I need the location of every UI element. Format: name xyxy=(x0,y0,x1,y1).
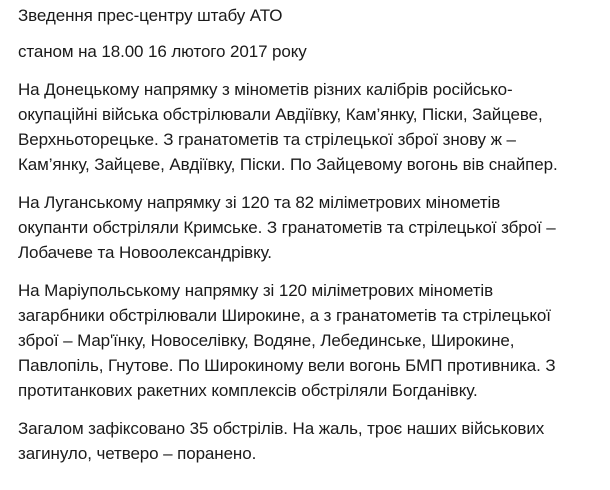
document-title xyxy=(18,3,604,28)
date-line xyxy=(18,39,604,64)
paragraph-line: Павлопіль, Гнутове. По Широкиному вели вогонь БМП противника. З xyxy=(18,356,556,375)
title-text: Зведення прес-центру штабу АТО xyxy=(18,6,283,25)
paragraph-line: окупанти обстріляли Кримське. З гранатометів та стрілецької зброї – xyxy=(18,218,556,237)
paragraph-line: протитанкових ракетних комплексів обстріляли Богданівку. xyxy=(18,381,478,400)
paragraph-line: Кам’янку, Зайцеве, Авдіївку, Піски. По Зайцевому вогонь вів снайпер. xyxy=(18,155,558,174)
paragraph-line: Лобачеве та Новоолександрівку. xyxy=(18,243,272,262)
paragraph-line: Загалом зафіксовано 35 обстрілів. На жаль, троє наших військових xyxy=(18,419,545,438)
paragraph-line: загинуло, четверо – поранено. xyxy=(18,444,257,463)
paragraph-donetsk xyxy=(18,77,604,177)
paragraph-luhansk xyxy=(18,190,604,265)
paragraph-line: загарбники обстрілювали Широкине, а з гранатометів та стрілецької xyxy=(18,306,551,325)
paragraph-mariupol xyxy=(18,278,604,403)
paragraph-line: Верхньоторецьке. З гранатометів та стрілецької зброї знову ж – xyxy=(18,130,516,149)
paragraph-line: зброї – Мар'їнку, Новоселівку, Водяне, Лебединське, Широкине, xyxy=(18,331,515,350)
paragraph-line: На Донецькому напрямку з мінометів різних калібрів російсько- xyxy=(18,80,513,99)
date-text: станом на 18.00 16 лютого 2017 року xyxy=(18,42,307,61)
paragraph-summary xyxy=(18,416,604,466)
paragraph-line: окупаційні війська обстрілювали Авдіївку, Кам’янку, Піски, Зайцеве, xyxy=(18,105,543,124)
paragraph-line: На Луганському напрямку зі 120 та 82 міліметрових мінометів xyxy=(18,193,501,212)
paragraph-line: На Маріупольському напрямку зі 120 міліметрових мінометів xyxy=(18,281,493,300)
